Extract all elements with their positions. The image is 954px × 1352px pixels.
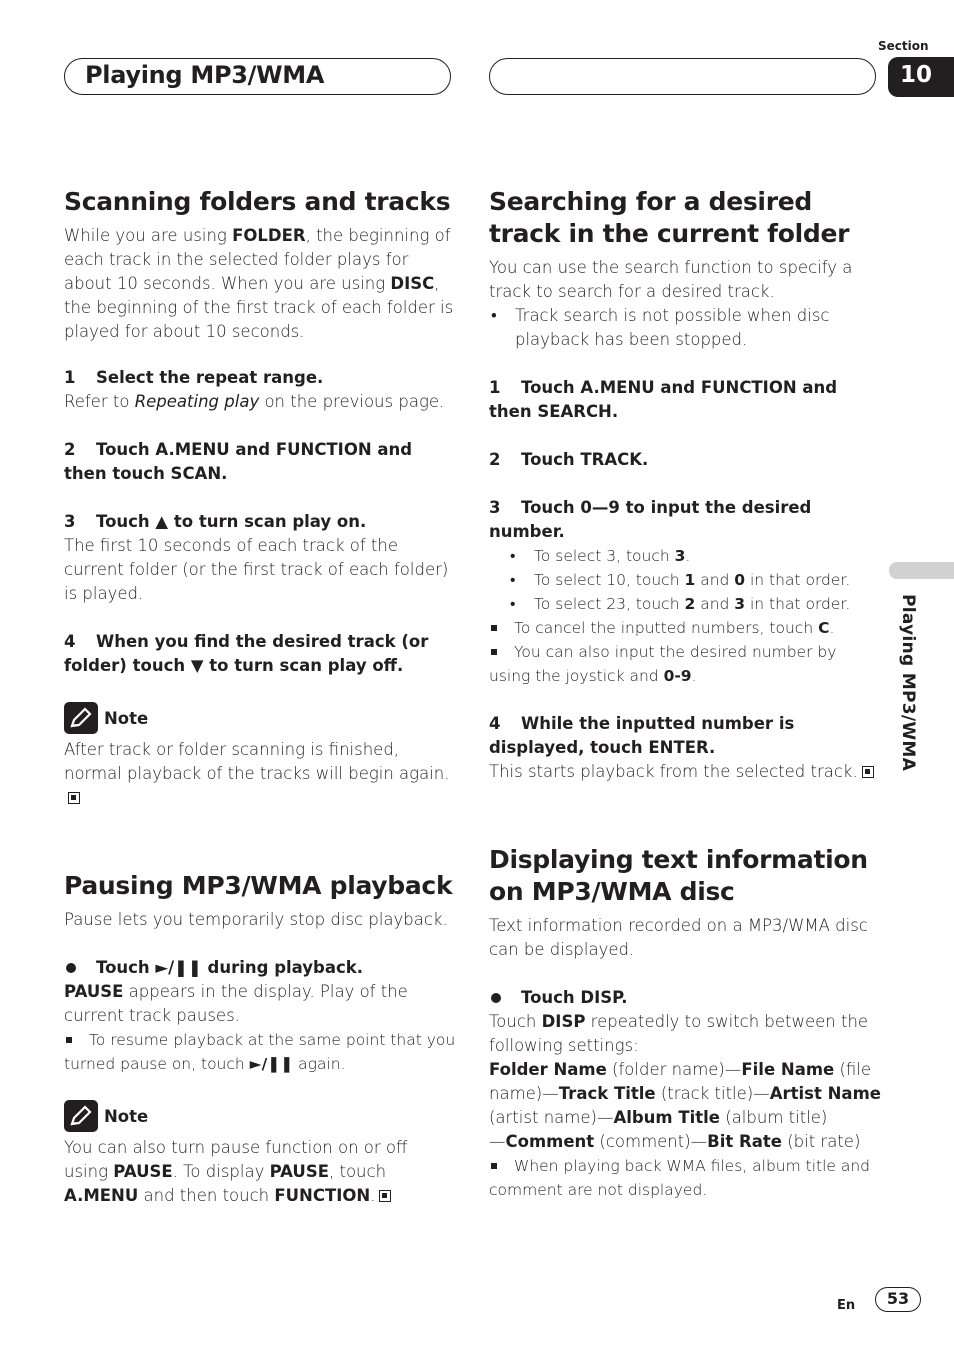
scan-step-1-body: Refer to Repeating play on the previous page. (64, 392, 445, 411)
pause-step: Touch ►/❚❚ during playback. (64, 956, 456, 980)
page-title: Playing MP3/WMA (85, 61, 325, 89)
display-intro: Text information recorded on a MP3/WMA disc can be displayed. (489, 916, 868, 959)
search-step-2: 2 Touch TRACK. (489, 450, 649, 469)
display-tip: When playing back WMA files, album title and comment are not displayed. (489, 1154, 881, 1202)
search-sub-2: • To select 10, touch 1 and 0 in that order. (489, 568, 881, 592)
section-number-badge: 10 (888, 57, 954, 97)
note-pencil-icon (64, 1100, 98, 1132)
end-mark-icon (68, 792, 80, 804)
search-bullet: • Track search is not possible when disc playback has been stopped. (489, 304, 881, 352)
end-mark-icon (862, 766, 874, 778)
scan-step-4: 4 When you find the desired track (or folder) touch ▼ to turn scan play off. (64, 632, 429, 675)
display-body: Touch DISP repeatedly to switch between the following settings: (489, 1012, 869, 1055)
scan-intro: While you are using FOLDER, the beginning of each track in the selected folder plays for about 10 seconds. When you are using DISC, the beginning of the first track of each folder is played for about 10 seconds. (64, 226, 454, 341)
pause-heading: Pausing MP3/WMA playback (64, 871, 453, 900)
section-label: Section (878, 39, 929, 53)
display-sequence: Folder Name (folder name)—File Name (file name)—Track Title (track title)—Artist Name (artist name)—Album Title (album title) —Comment (comment)—Bit Rate (bit rate) (489, 1060, 881, 1151)
scan-step-2: 2 Touch A.MENU and FUNCTION and then touch SCAN. (64, 440, 413, 483)
pause-tip: To resume playback at the same point that you turned pause on, touch ►/❚❚ again. (64, 1028, 456, 1076)
search-tip-2: You can also input the desired number by using the joystick and 0-9. (489, 640, 881, 688)
scan-step-1: 1 Select the repeat range. (64, 368, 324, 387)
pause-note-heading: Note (64, 1100, 456, 1132)
search-sub-1: • To select 3, touch 3. (489, 544, 881, 568)
display-heading: Displaying text information on MP3/WMA disc (489, 845, 868, 906)
up-arrow-icon: ▲ (155, 512, 169, 531)
page-number: 53 (875, 1287, 921, 1312)
pause-intro: Pause lets you temporarily stop disc playback. (64, 910, 448, 929)
display-step: Touch DISP. (489, 986, 881, 1010)
search-step-4: 4 While the inputted number is displayed, touch ENTER. (489, 714, 795, 757)
play-pause-icon: ►/❚❚ (249, 1055, 294, 1073)
pause-note-body: You can also turn pause function on or off using PAUSE. To display PAUSE, touch A.MENU and then touch FUNCTION. (64, 1138, 408, 1205)
side-tab-marker (889, 562, 954, 579)
left-column (64, 186, 456, 1208)
search-heading: Searching for a desired track in the current folder (489, 187, 850, 248)
scan-step-3: 3 Touch ▲ to turn scan play on. (64, 512, 367, 531)
end-mark-icon (379, 1190, 391, 1202)
search-step-3: 3 Touch 0—9 to input the desired number. (489, 498, 812, 541)
side-tab-label: Playing MP3/WMA (898, 594, 918, 772)
search-sub-3: • To select 23, touch 2 and 3 in that order. (489, 592, 881, 616)
pause-body: PAUSE appears in the display. Play of the current track pauses. (64, 982, 408, 1025)
down-arrow-icon: ▼ (190, 656, 204, 675)
header-blank-pill (489, 58, 876, 95)
scan-step-3-body: The first 10 seconds of each track of the current folder (or the first track of each folder) is played. (64, 536, 449, 603)
scan-note-heading: Note (64, 702, 456, 734)
right-column (489, 186, 881, 1202)
play-pause-icon: ►/❚❚ (155, 958, 202, 977)
search-step-1: 1 Touch A.MENU and FUNCTION and then SEARCH. (489, 378, 838, 421)
search-tip-1: To cancel the inputted numbers, touch C. (489, 616, 881, 640)
note-pencil-icon (64, 702, 98, 734)
search-intro: You can use the search function to specify a track to search for a desired track. (489, 258, 853, 301)
scan-note-body: After track or folder scanning is finished, normal playback of the tracks will begin again. (64, 738, 456, 810)
scan-heading: Scanning folders and tracks (64, 187, 451, 216)
header-title-pill (64, 58, 451, 95)
language-label: En (837, 1298, 856, 1313)
search-step-4-body: This starts playback from the selected track. (489, 760, 881, 784)
